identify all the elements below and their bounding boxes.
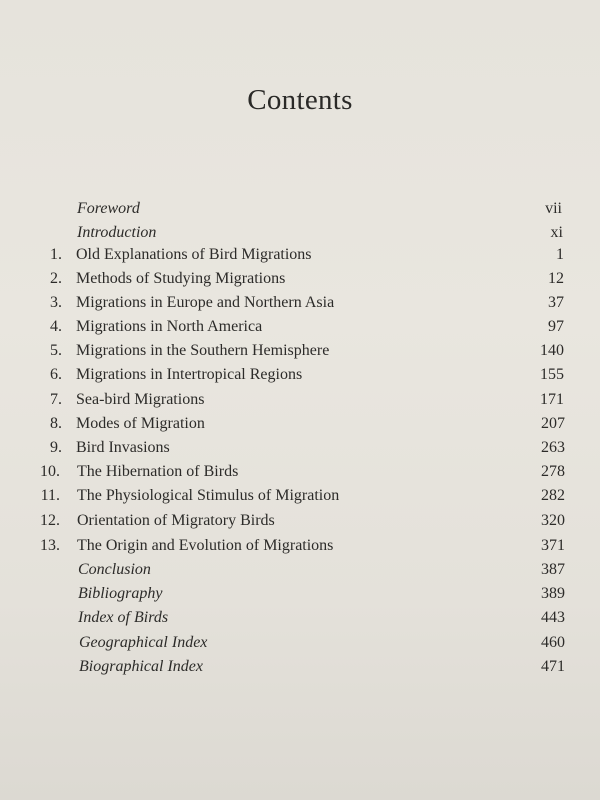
- toc-entry-chapter-8: [0, 413, 600, 435]
- page-number: 37: [548, 294, 564, 311]
- entry-title: The Physiological Stimulus of Migration: [77, 487, 340, 504]
- page-number: 12: [548, 270, 564, 287]
- chapter-number: 10.: [40, 463, 60, 480]
- toc-entry-chapter-6: [0, 364, 600, 386]
- chapter-number: 6.: [50, 366, 62, 383]
- chapter-number: 13.: [40, 537, 60, 554]
- page-number: 140: [540, 342, 564, 359]
- toc-entry-index-of-birds: [0, 607, 600, 629]
- page-number: xi: [550, 224, 563, 241]
- page-number: 443: [541, 609, 565, 626]
- chapter-number: 11.: [40, 487, 60, 504]
- entry-title: Sea-bird Migrations: [76, 391, 205, 408]
- page-number: vii: [545, 200, 562, 217]
- page-number: 263: [541, 439, 565, 456]
- page-number: 387: [541, 561, 565, 578]
- entry-title: Migrations in North America: [76, 318, 263, 335]
- entry-title: Bibliography: [78, 585, 163, 602]
- chapter-number: 4.: [50, 318, 62, 335]
- chapter-number: 8.: [50, 415, 62, 432]
- toc-entry-chapter-7: [0, 389, 600, 411]
- entry-title: Migrations in Intertropical Regions: [76, 366, 303, 383]
- toc-entry-introduction: [0, 222, 600, 244]
- toc-entry-chapter-12: [0, 510, 600, 532]
- toc-entry-conclusion: [0, 559, 600, 581]
- page-number: 278: [541, 463, 565, 480]
- entry-title: Biographical Index: [79, 658, 203, 675]
- entry-title: Conclusion: [78, 561, 151, 578]
- toc-entry-chapter-3: [0, 292, 600, 314]
- entry-title: Methods of Studying Migrations: [76, 270, 286, 287]
- entry-title: Index of Birds: [78, 609, 169, 626]
- chapter-number: 3.: [50, 294, 62, 311]
- chapter-number: 7.: [50, 391, 62, 408]
- toc-entry-chapter-10: [0, 461, 600, 483]
- entry-title: Modes of Migration: [76, 415, 205, 432]
- toc-entry-biographical-index: [0, 656, 600, 678]
- toc-entry-foreword: [0, 198, 600, 220]
- chapter-number: 5.: [50, 342, 62, 359]
- entry-title: Introduction: [77, 224, 157, 241]
- entry-title: Foreword: [77, 200, 140, 217]
- page-number: 471: [541, 658, 565, 675]
- page-number: 389: [541, 585, 565, 602]
- toc-entry-chapter-11: [0, 485, 600, 507]
- toc-entry-chapter-9: [0, 437, 600, 459]
- entry-title: Old Explanations of Bird Migrations: [76, 246, 312, 263]
- toc-entry-chapter-1: [0, 244, 600, 266]
- entry-title: Orientation of Migratory Birds: [77, 512, 275, 529]
- page-title: Contents: [247, 84, 353, 116]
- toc-entry-chapter-2: [0, 268, 600, 290]
- chapter-number: 12.: [40, 512, 60, 529]
- page-number: 207: [541, 415, 565, 432]
- page-number: 460: [541, 634, 565, 651]
- entry-title: Migrations in the Southern Hemisphere: [76, 342, 330, 359]
- page-number: 155: [540, 366, 564, 383]
- entry-title: The Hibernation of Birds: [77, 463, 239, 480]
- page-number: 171: [540, 391, 564, 408]
- entry-title: Geographical Index: [79, 634, 208, 651]
- page-number: 97: [548, 318, 564, 335]
- chapter-number: 9.: [50, 439, 62, 456]
- chapter-number: 1.: [50, 246, 62, 263]
- entry-title: Migrations in Europe and Northern Asia: [76, 294, 335, 311]
- page-number: 1: [556, 246, 564, 263]
- entry-title: The Origin and Evolution of Migrations: [77, 537, 334, 554]
- page-number: 371: [541, 537, 565, 554]
- toc-entry-bibliography: [0, 583, 600, 605]
- page-number: 282: [541, 487, 565, 504]
- chapter-number: 2.: [50, 270, 62, 287]
- page-number: 320: [541, 512, 565, 529]
- entry-title: Bird Invasions: [76, 439, 170, 456]
- toc-entry-geographical-index: [0, 632, 600, 654]
- toc-entry-chapter-5: [0, 340, 600, 362]
- toc-entry-chapter-4: [0, 316, 600, 338]
- toc-entry-chapter-13: [0, 535, 600, 557]
